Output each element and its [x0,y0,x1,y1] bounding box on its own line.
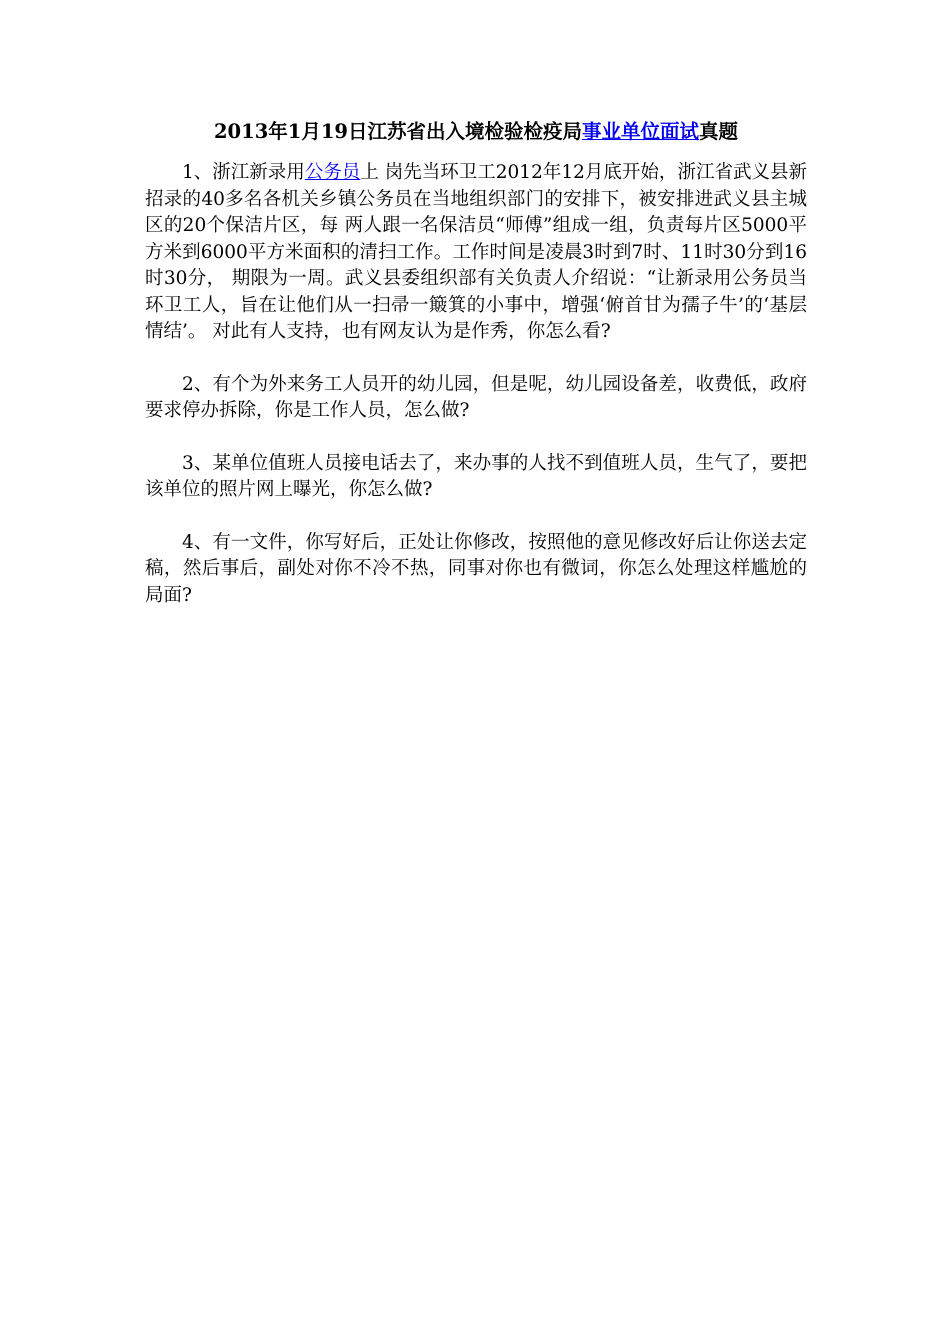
document-title [145,118,807,146]
question-2: 2、有个为外来务工人员开的幼儿园，但是呢，幼儿园设备差，收费低，政府要求停办拆除，你是工作人员，怎么做? [145,373,807,421]
title-prefix: 2013年1月19日江苏省出入境检验检疫局 [213,120,582,143]
question-1 [145,160,807,346]
question-1-link[interactable]: 公务员 [304,162,361,183]
document-page [145,118,807,635]
title-link[interactable]: 事业单位面试 [581,120,699,143]
question-1-text: 上 岗先当环卫工2012年12月底开始，浙江省武义县新招录的40多名各机关乡镇公务员在当地组织部门的安排下，被安排进武义县主城区的20个保洁片区，每 两人跟一名保洁员“师傅”组成一组，负责每片区5000平方米到6000平方米面积的清扫工作。工作时间是凌晨3时到7时、11时30分到16时30分， 期限为一周。武义县委组织部有关负责人介绍说：“让新录用公务员当环卫工人，旨在让他们从一扫帚一簸箕的小事中，增强‘俯首甘为孺子牛’的‘基层情结’。 对此有人支持，也有网友认为是作秀，你怎么看? [145,162,807,342]
question-4: 4、有一文件，你写好后，正处让你修改，按照他的意见修改好后让你送去定稿，然后事后，副处对你不冷不热，同事对你也有微词，你怎么处理这样尴尬的局面? [145,531,807,606]
question-3: 3、某单位值班人员接电话去了，来办事的人找不到值班人员，生气了，要把该单位的照片网上曝光，你怎么做? [145,452,807,500]
title-suffix: 真题 [698,120,738,143]
question-1-prefix: 1、浙江新录用 [182,162,305,183]
